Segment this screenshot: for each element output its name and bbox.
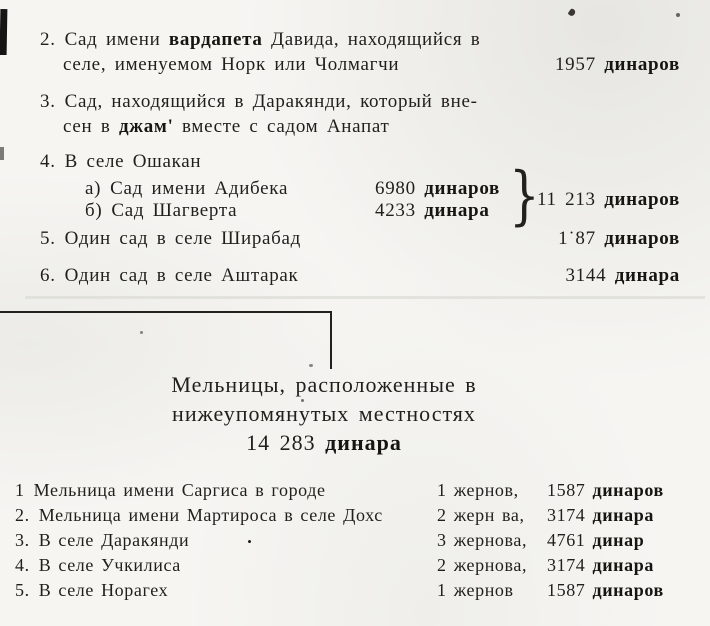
amount: 3174 — [547, 505, 593, 525]
currency-word: динара — [592, 555, 654, 575]
item-text: сен в — [63, 116, 119, 137]
garden-item-2-line-1 — [40, 29, 480, 51]
mill-row — [15, 530, 252, 551]
amount: 11 213 — [537, 189, 605, 210]
currency-word: динара — [592, 505, 654, 525]
currency-word: динар — [592, 530, 645, 550]
mill-row-value — [437, 530, 644, 551]
mill-row-value — [437, 555, 654, 576]
millstones-count: 2 жерн ва, — [437, 505, 525, 525]
mill-row-value — [437, 580, 664, 601]
millstones-count: 3 жернова, — [437, 530, 528, 550]
stray-dot: • — [247, 534, 253, 549]
item-number: 4. — [15, 555, 30, 575]
mill-row — [15, 555, 181, 576]
item-text: Один сад в селе Ширабад — [64, 228, 302, 249]
currency-word: динаров — [424, 178, 501, 199]
item-text: Сад имени Адибека — [110, 178, 289, 199]
garden-item-6-value — [565, 265, 680, 287]
ink-speck — [676, 13, 680, 17]
mills-heading-total — [0, 430, 648, 456]
garden-item-4b-value — [375, 200, 490, 222]
ink-speck — [140, 331, 143, 334]
currency-word: динаров — [592, 480, 664, 500]
item-text-bold: джам' — [118, 116, 174, 137]
sub-item-label: б) — [85, 200, 103, 221]
garden-item-2-line-2: селе, именуемом Норк или Чолмагчи — [63, 54, 400, 75]
item-number: 4. — [40, 151, 56, 172]
currency-word: динара — [424, 200, 490, 221]
mill-row-value — [437, 480, 664, 501]
item-text: В селе Ошакан — [64, 151, 202, 172]
mill-name: В селе Даракянди — [38, 530, 190, 550]
item-text: вместе с садом Анапат — [173, 116, 390, 137]
currency-word: динара — [325, 430, 402, 455]
ink-blot — [0, 147, 4, 160]
garden-item-3-line-2 — [63, 116, 390, 138]
millstones-count: 2 жернова, — [437, 555, 528, 575]
item-text: Один сад в селе Аштарак — [64, 265, 299, 286]
item-number: 5. — [40, 228, 56, 249]
item-text: Сад, находящийся в Даракянди, который вне- — [64, 91, 478, 112]
garden-item-6 — [40, 265, 298, 287]
faint-scan-line — [25, 296, 705, 299]
item-text: Давида, находящийся в — [262, 29, 481, 50]
mill-row — [15, 505, 383, 526]
item-number: 6. — [40, 265, 56, 286]
mill-row — [15, 580, 168, 601]
item-number: 2. — [15, 505, 30, 525]
item-number: 3. — [15, 530, 30, 550]
garden-item-4a — [85, 178, 288, 200]
amount: 3144 — [565, 265, 615, 286]
amount: 1˙87 — [558, 228, 605, 249]
garden-item-4-title — [40, 151, 201, 173]
amount: 1587 — [547, 580, 593, 600]
amount: 14 283 — [246, 430, 326, 455]
ink-speck — [309, 364, 313, 367]
amount: 4233 — [375, 200, 425, 221]
sub-item-label: а) — [85, 178, 102, 199]
ink-blot — [0, 9, 7, 55]
item-number: 1 — [15, 480, 25, 500]
currency-word: динаров — [604, 228, 680, 249]
currency-word: динаров — [604, 189, 680, 210]
mill-row — [15, 480, 326, 501]
currency-word: динара — [614, 265, 680, 286]
garden-item-4a-value — [375, 178, 500, 200]
garden-item-5 — [40, 228, 301, 250]
amount: 6980 — [375, 178, 425, 199]
millstones-count: 1 жернов — [437, 580, 514, 600]
section-divider-line — [0, 311, 332, 313]
item-text-bold: вардапета — [168, 29, 263, 50]
currency-word: динаров — [592, 580, 664, 600]
mills-heading-line-2: нижеупомянутых местностях — [172, 401, 476, 426]
garden-item-2-value — [555, 54, 680, 76]
amount: 1957 — [554, 54, 605, 75]
item-number: 2. — [40, 29, 56, 50]
garden-item-3-line-1 — [40, 91, 478, 113]
mill-name: Мельница имени Мартироса в селе Дохс — [38, 505, 383, 525]
mill-name: Мельница имени Саргиса в городе — [33, 480, 326, 500]
millstones-count: 1 жернов, — [437, 480, 519, 500]
currency-word: динаров — [604, 54, 680, 75]
garden-item-5-value — [558, 228, 680, 250]
amount: 3174 — [547, 555, 593, 575]
item-text: Сад имени — [64, 29, 169, 50]
mill-name: В селе Учкилиса — [38, 555, 181, 575]
item-text: Сад Шагверта — [111, 200, 238, 221]
mill-name: В селе Норагех — [38, 580, 169, 600]
amount: 1587 — [547, 480, 593, 500]
ink-speck — [568, 8, 577, 17]
garden-item-4-total — [537, 189, 680, 211]
grouping-brace: } — [509, 159, 540, 233]
item-number: 3. — [40, 91, 56, 112]
section-divider-drop — [330, 311, 332, 369]
item-number: 5. — [15, 580, 30, 600]
garden-item-4b — [85, 200, 237, 222]
amount: 4761 — [547, 530, 593, 550]
mill-row-value — [437, 505, 654, 526]
mills-heading-line-1: Мельницы, расположенные в — [171, 372, 477, 397]
